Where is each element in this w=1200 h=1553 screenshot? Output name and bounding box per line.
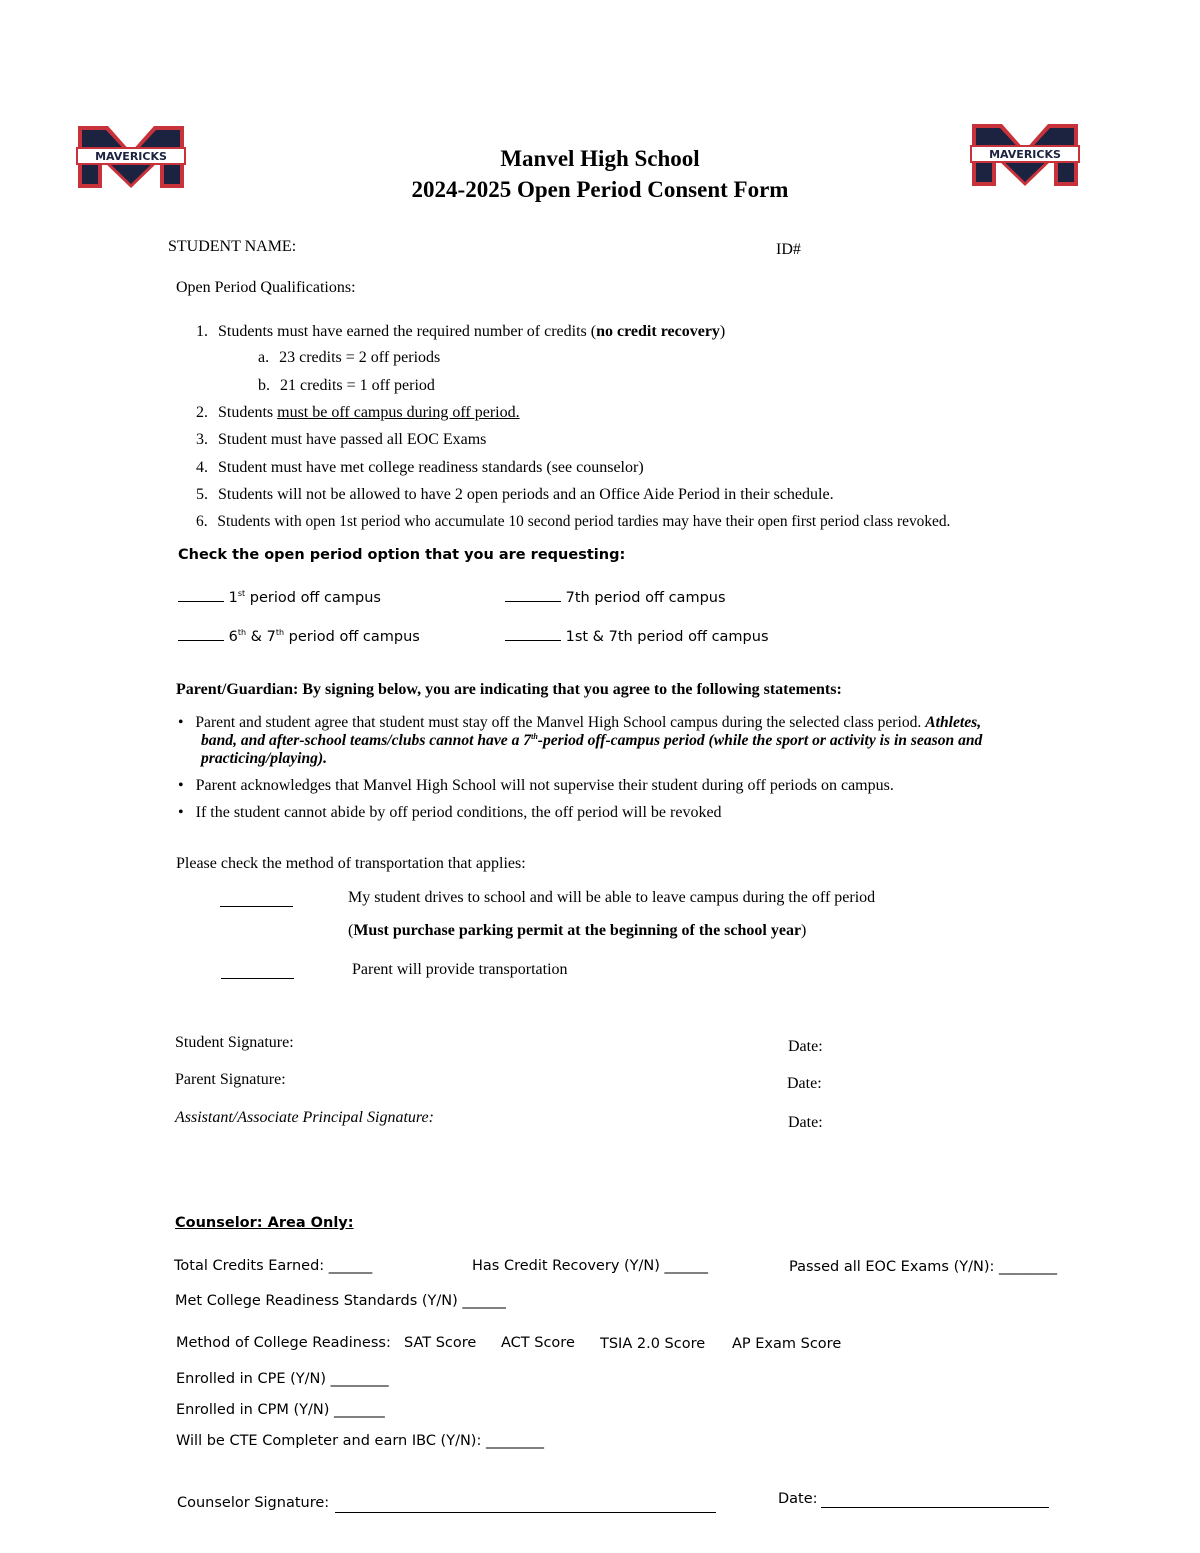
qualification-item-5	[196, 486, 834, 504]
sub-letter: a.	[258, 349, 270, 366]
options-heading: Check the open period option that you are requesting:	[178, 547, 626, 563]
item-text: Students with open 1st period who accumulate 10 second period tardies may have their open first period class revoked.	[217, 513, 951, 530]
logo-text: MAVERICKS	[989, 148, 1061, 161]
agreement-bullet-2: • Parent acknowledges that Manvel High School will not supervise their student during off periods on campus.	[178, 777, 894, 794]
bullet-icon: •	[178, 714, 184, 731]
qualification-sub-a	[258, 349, 440, 367]
qualifications-heading: Open Period Qualifications:	[176, 279, 356, 296]
counselor-date-label: Date:	[778, 1491, 818, 1507]
item-text: Students will not be allowed to have 2 open periods and an Office Aide Period in their schedule.	[218, 486, 834, 503]
item-text-end: )	[719, 323, 726, 340]
credit-recovery-field[interactable]: Has Credit Recovery (Y/N) ______	[472, 1258, 709, 1274]
item-number: 2.	[196, 404, 208, 421]
parent-signature-date: Date:	[787, 1075, 822, 1092]
option-label: 1st period off campus	[228, 589, 381, 606]
item-number: 4.	[196, 459, 208, 476]
sub-letter: b.	[258, 377, 270, 394]
act-score-option[interactable]: ACT Score	[501, 1335, 575, 1351]
transport-drives-note: (Must purchase parking permit at the beginning of the school year)	[348, 922, 807, 939]
counselor-signature-label: Counselor Signature:	[177, 1495, 330, 1511]
agreement-heading: Parent/Guardian: By signing below, you are indicating that you agree to the following statements:	[176, 681, 842, 698]
parent-signature-label: Parent Signature:	[175, 1071, 286, 1088]
met-college-readiness-field[interactable]: Met College Readiness Standards (Y/N) ______	[175, 1293, 506, 1309]
student-signature-label: Student Signature:	[175, 1034, 294, 1051]
passed-eoc-field[interactable]: Passed all EOC Exams (Y/N): ________	[789, 1259, 1057, 1275]
transport-drives-label: My student drives to school and will be able to leave campus during the off period	[348, 889, 876, 906]
counselor-heading: Counselor: Area Only:	[175, 1215, 354, 1231]
item-text: Student must have passed all EOC Exams	[218, 431, 487, 448]
counselor-signature-line[interactable]	[335, 1512, 716, 1513]
item-number: 1.	[196, 323, 208, 340]
qualification-item-6	[196, 513, 950, 531]
form-title: 2024-2025 Open Period Consent Form	[411, 177, 789, 202]
total-credits-field[interactable]: Total Credits Earned: ______	[174, 1258, 373, 1274]
qualification-item-2	[196, 404, 520, 422]
enrolled-cpm-field[interactable]: Enrolled in CPM (Y/N) _______	[176, 1402, 385, 1418]
qualification-item-3	[196, 431, 486, 449]
bullet-icon: •	[178, 777, 184, 794]
sub-text: 23 credits = 2 off periods	[279, 349, 441, 366]
transport-drives-checkbox[interactable]	[220, 906, 293, 907]
ap-exam-score-option[interactable]: AP Exam Score	[732, 1336, 842, 1352]
item-underlined-text: must be off campus during off period.	[277, 404, 520, 421]
option-label: 7th period off campus	[565, 590, 726, 606]
checkbox-line[interactable]	[505, 639, 561, 641]
item-bold-text: no credit recovery	[596, 323, 720, 340]
enrolled-cpe-field[interactable]: Enrolled in CPE (Y/N) ________	[176, 1371, 389, 1387]
logo-text: MAVERICKS	[95, 150, 167, 163]
item-number: 6.	[196, 513, 208, 530]
checkbox-line[interactable]	[178, 639, 224, 641]
student-id-label: ID#	[776, 241, 801, 258]
option-6th-7th-period[interactable]	[178, 628, 420, 645]
counselor-date-line[interactable]	[821, 1507, 1049, 1508]
qualification-item-1	[196, 323, 725, 341]
checkbox-line[interactable]	[505, 600, 561, 602]
sub-text: 21 credits = 1 off period	[280, 377, 435, 394]
item-text: Student must have met college readiness standards (see counselor)	[218, 459, 644, 476]
transport-parent-label: Parent will provide transportation	[352, 961, 568, 978]
admin-signature-date: Date:	[788, 1114, 823, 1131]
item-number: 5.	[196, 486, 208, 503]
agreement-bullet-3: • If the student cannot abide by off period conditions, the off period will be revoked	[178, 804, 722, 821]
tsia-score-option[interactable]: TSIA 2.0 Score	[600, 1336, 706, 1352]
college-readiness-method-label: Method of College Readiness:	[176, 1335, 391, 1351]
school-name: Manvel High School	[500, 146, 700, 171]
item-text: Students must have earned the required number of credits (	[218, 323, 597, 340]
transport-parent-checkbox[interactable]	[221, 978, 294, 979]
student-signature-date: Date:	[788, 1038, 823, 1055]
sat-score-option[interactable]: SAT Score	[404, 1335, 477, 1351]
agreement-bullet-1-line-3: practicing/playing).	[201, 750, 328, 767]
checkbox-line[interactable]	[178, 600, 224, 602]
admin-signature-label: Assistant/Associate Principal Signature:	[175, 1109, 434, 1126]
option-label: 1st & 7th period off campus	[565, 629, 769, 645]
cte-completer-field[interactable]: Will be CTE Completer and earn IBC (Y/N): ________	[176, 1433, 544, 1449]
item-text: Students	[218, 404, 278, 421]
option-1st-period[interactable]	[178, 589, 381, 606]
item-number: 3.	[196, 431, 208, 448]
agreement-bullet-1: • Parent and student agree that student must stay off the Manvel High School campus during the selected class period. Athletes,	[178, 714, 982, 731]
transport-heading: Please check the method of transportation that applies:	[176, 855, 526, 872]
qualification-item-4	[196, 459, 644, 477]
option-label: 6th & 7th period off campus	[228, 628, 420, 645]
option-1st-7th-period[interactable]	[505, 629, 769, 645]
student-name-label: STUDENT NAME:	[168, 238, 297, 255]
qualification-sub-b	[258, 377, 435, 395]
option-7th-period[interactable]	[505, 590, 726, 606]
bullet-icon: •	[178, 804, 184, 821]
agreement-bullet-1-line-2: band, and after-school teams/clubs cannot have a 7th-period off-campus period (while the sport or activity is in season and	[201, 732, 983, 750]
